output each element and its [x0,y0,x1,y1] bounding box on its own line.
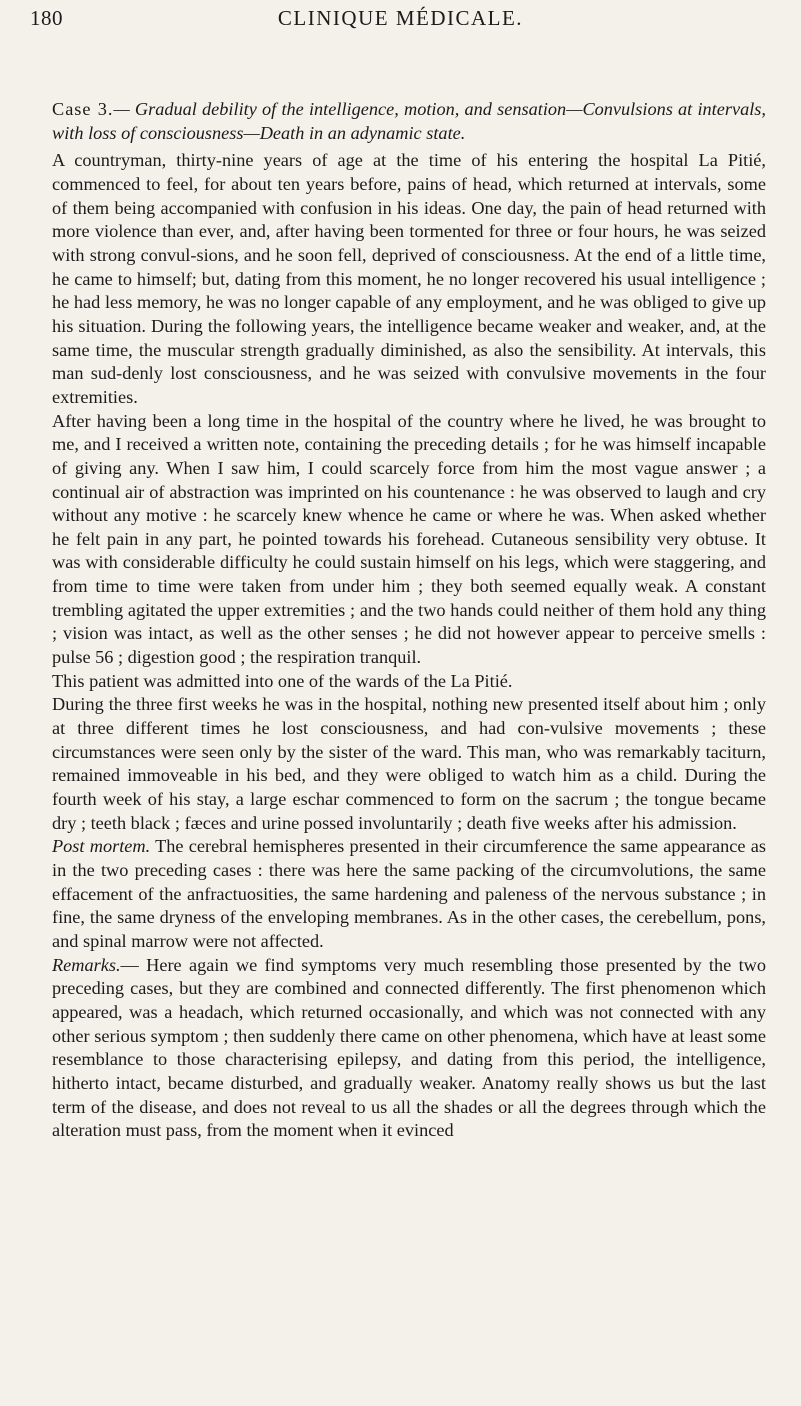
paragraph [52,670,766,694]
paragraph [52,410,766,670]
page-number: 180 [30,6,63,30]
page-body [52,98,766,1143]
paragraph-text: During the three first weeks he was in the hospital, nothing new presented itself about him ; only at three different times he lost consciousness, and had con-vulsive movements ; these circumstances were seen only by the sister of the ward. This man, who was remarkably taciturn, remained immoveable in his bed, and they were obliged to watch him as a child. During the fourth week of his stay, a large eschar commenced to form on the sacrum ; the tongue became dry ; teeth black ; fæces and urine possed involuntarily ; death five weeks after his admission. [52,694,766,833]
paragraph-text: This patient was admitted into one of the wards of the La Pitié. [52,670,513,691]
paragraph-lead: Remarks. [52,954,121,975]
paragraph-text: — Here again we find symptoms very much resembling those presented by the two preceding cases, but they are combined and connected differently. The first phenomenon which appeared, was a headach, which returned occasionally, and which was not connected with any other serious symptom ; then suddenly there came on other phenomena, which have at least some resemblance to those characterising epilepsy, and dating from this period, the intelligence, hitherto intact, became disturbed, and gradually weaker. Anatomy really shows us but the last term of the disease, and does not reveal to us all the shades or all the degrees through which the alteration must pass, from the moment when it evinced [52,954,766,1141]
case-heading [52,98,766,145]
case-label: Case 3. [52,99,114,119]
paragraph [52,835,766,953]
paragraph [52,693,766,835]
paragraph-text: After having been a long time in the hospital of the country where he lived, he was brought to me, and I received a written note, containing the preceding details ; for he was himself incapable of giving any. When I saw him, I could scarcely force from him the most vague answer ; a continual air of abstraction was imprinted on his countenance : he was observed to laugh and cry without any motive : he scarcely knew whence he came or where he was. When asked whether he felt pain in any part, he pointed towards his forehead. Cutaneous sensibility very obtuse. It was with considerable difficulty he could sustain himself on his legs, which were staggering, and from time to time were taken from under him ; they both seemed equally weak. A constant trembling agitated the upper extremities ; and the two hands could neither of them hold any thing ; vision was intact, as well as the other senses ; he did not however appear to perceive smells : pulse 56 ; digestion good ; the respiration tranquil. [52,410,766,668]
paragraph [52,149,766,409]
paragraph-lead: Post mortem. [52,836,151,857]
paragraph [52,954,766,1143]
case-title: — Gradual debility of the intelligence, motion, and sensation—Convulsions at intervals, with loss of consciousness—Death in an adynamic state. [52,99,766,143]
paragraph-text: The cerebral hemispheres presented in their circumference the same appearance as in the two preceding cases : there was here the same packing of the circumvolutions, the same effacement of the anfractuosities, the same hardening and paleness of the nervous substance ; in fine, the same dryness of the enveloping membranes. As in the other cases, the cerebellum, pons, and spinal marrow were not affected. [52,836,766,951]
running-title: CLINIQUE MÉDICALE. [277,6,524,30]
paragraph-text: A countryman, thirty-nine years of age at the time of his entering the hospital La Pitié, commenced to feel, for about ten years before, pains of head, which returned at intervals, some of them being accompanied with confusion in his ideas. One day, the pain of head returned with more violence than ever, and, after having been tormented for three or four hours, he was seized with strong convul-sions, and he soon fell, deprived of consciousness. At the end of a little time, he came to himself; but, dating from this moment, he no longer recovered his usual intelligence ; he had less memory, he was no longer capable of any employment, and he was obliged to give up his situation. During the following years, the intelligence became weaker and weaker, and, at the same time, the muscular strength gradually diminished, as also the sensibility. At intervals, this man sud-denly lost consciousness, and he was seized with convulsive movements in the four extremities. [52,150,766,407]
